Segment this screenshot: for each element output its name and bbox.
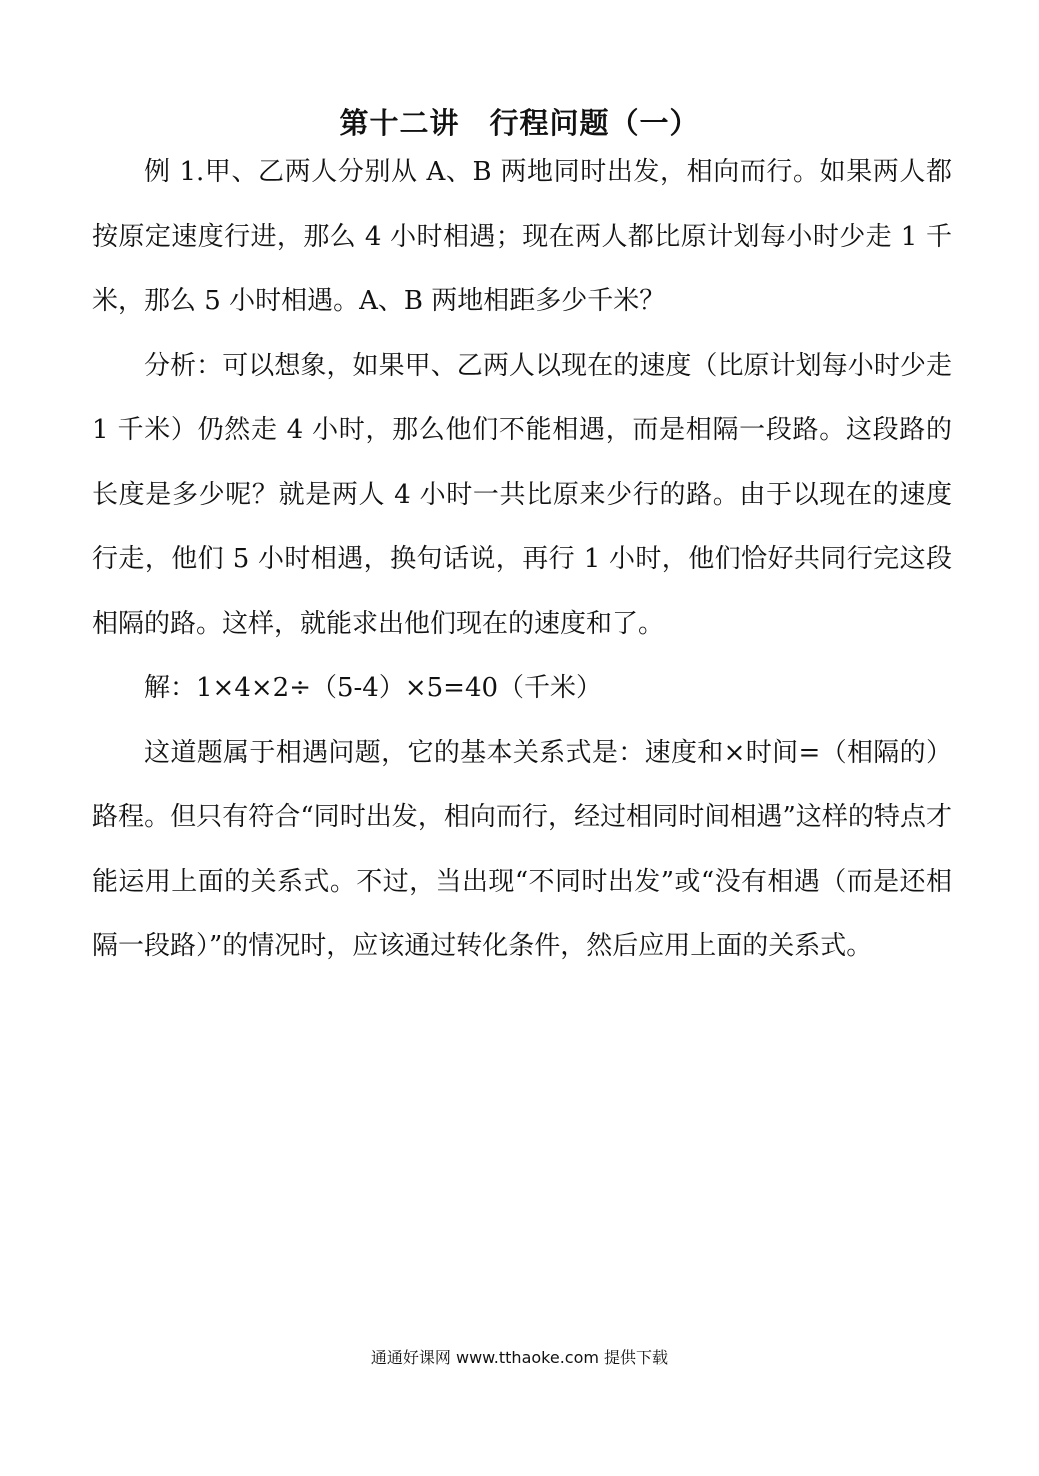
- summary-paragraph: 这道题属于相遇问题，它的基本关系式是：速度和×时间=（相隔的）路程。但只有符合“同时出发，相向而行，经过相同时间相遇”这样的特点才能运用上面的关系式。不过，当出现“不同时出发”或“没有相遇（而是还相隔一段路）”的情况时，应该通过转化条件，然后应用上面的关系式。: [92, 737, 952, 961]
- page-footer: 通通好课网 www.tthaoke.com 提供下载: [370, 1348, 669, 1367]
- document-body: [92, 140, 952, 979]
- analysis-paragraph: 分析：可以想象，如果甲、乙两人以现在的速度（比原计划每小时少走 1 千米）仍然走 4 小时，那么他们不能相遇，而是相隔一段路。这段路的长度是多少呢？就是两人 4 小时一共比原来少行的路。由于以现在的速度行走，他们 5 小时相遇，换句话说，再行 1 小时，他们恰好共同行完这段相隔的路。这样，就能求出他们现在的速度和了。: [92, 350, 952, 639]
- page-title: 第十二讲 行程问题（一）: [339, 106, 700, 140]
- example-problem-paragraph: 例 1.甲、乙两人分别从 A、B 两地同时出发，相向而行。如果两人都按原定速度行进，那么 4 小时相遇；现在两人都比原计划每小时少走 1 千米，那么 5 小时相遇。A、B 两地相距多少千米？: [92, 157, 952, 316]
- solution-paragraph: 解：1×4×2÷（5-4）×5=40（千米）: [144, 673, 603, 703]
